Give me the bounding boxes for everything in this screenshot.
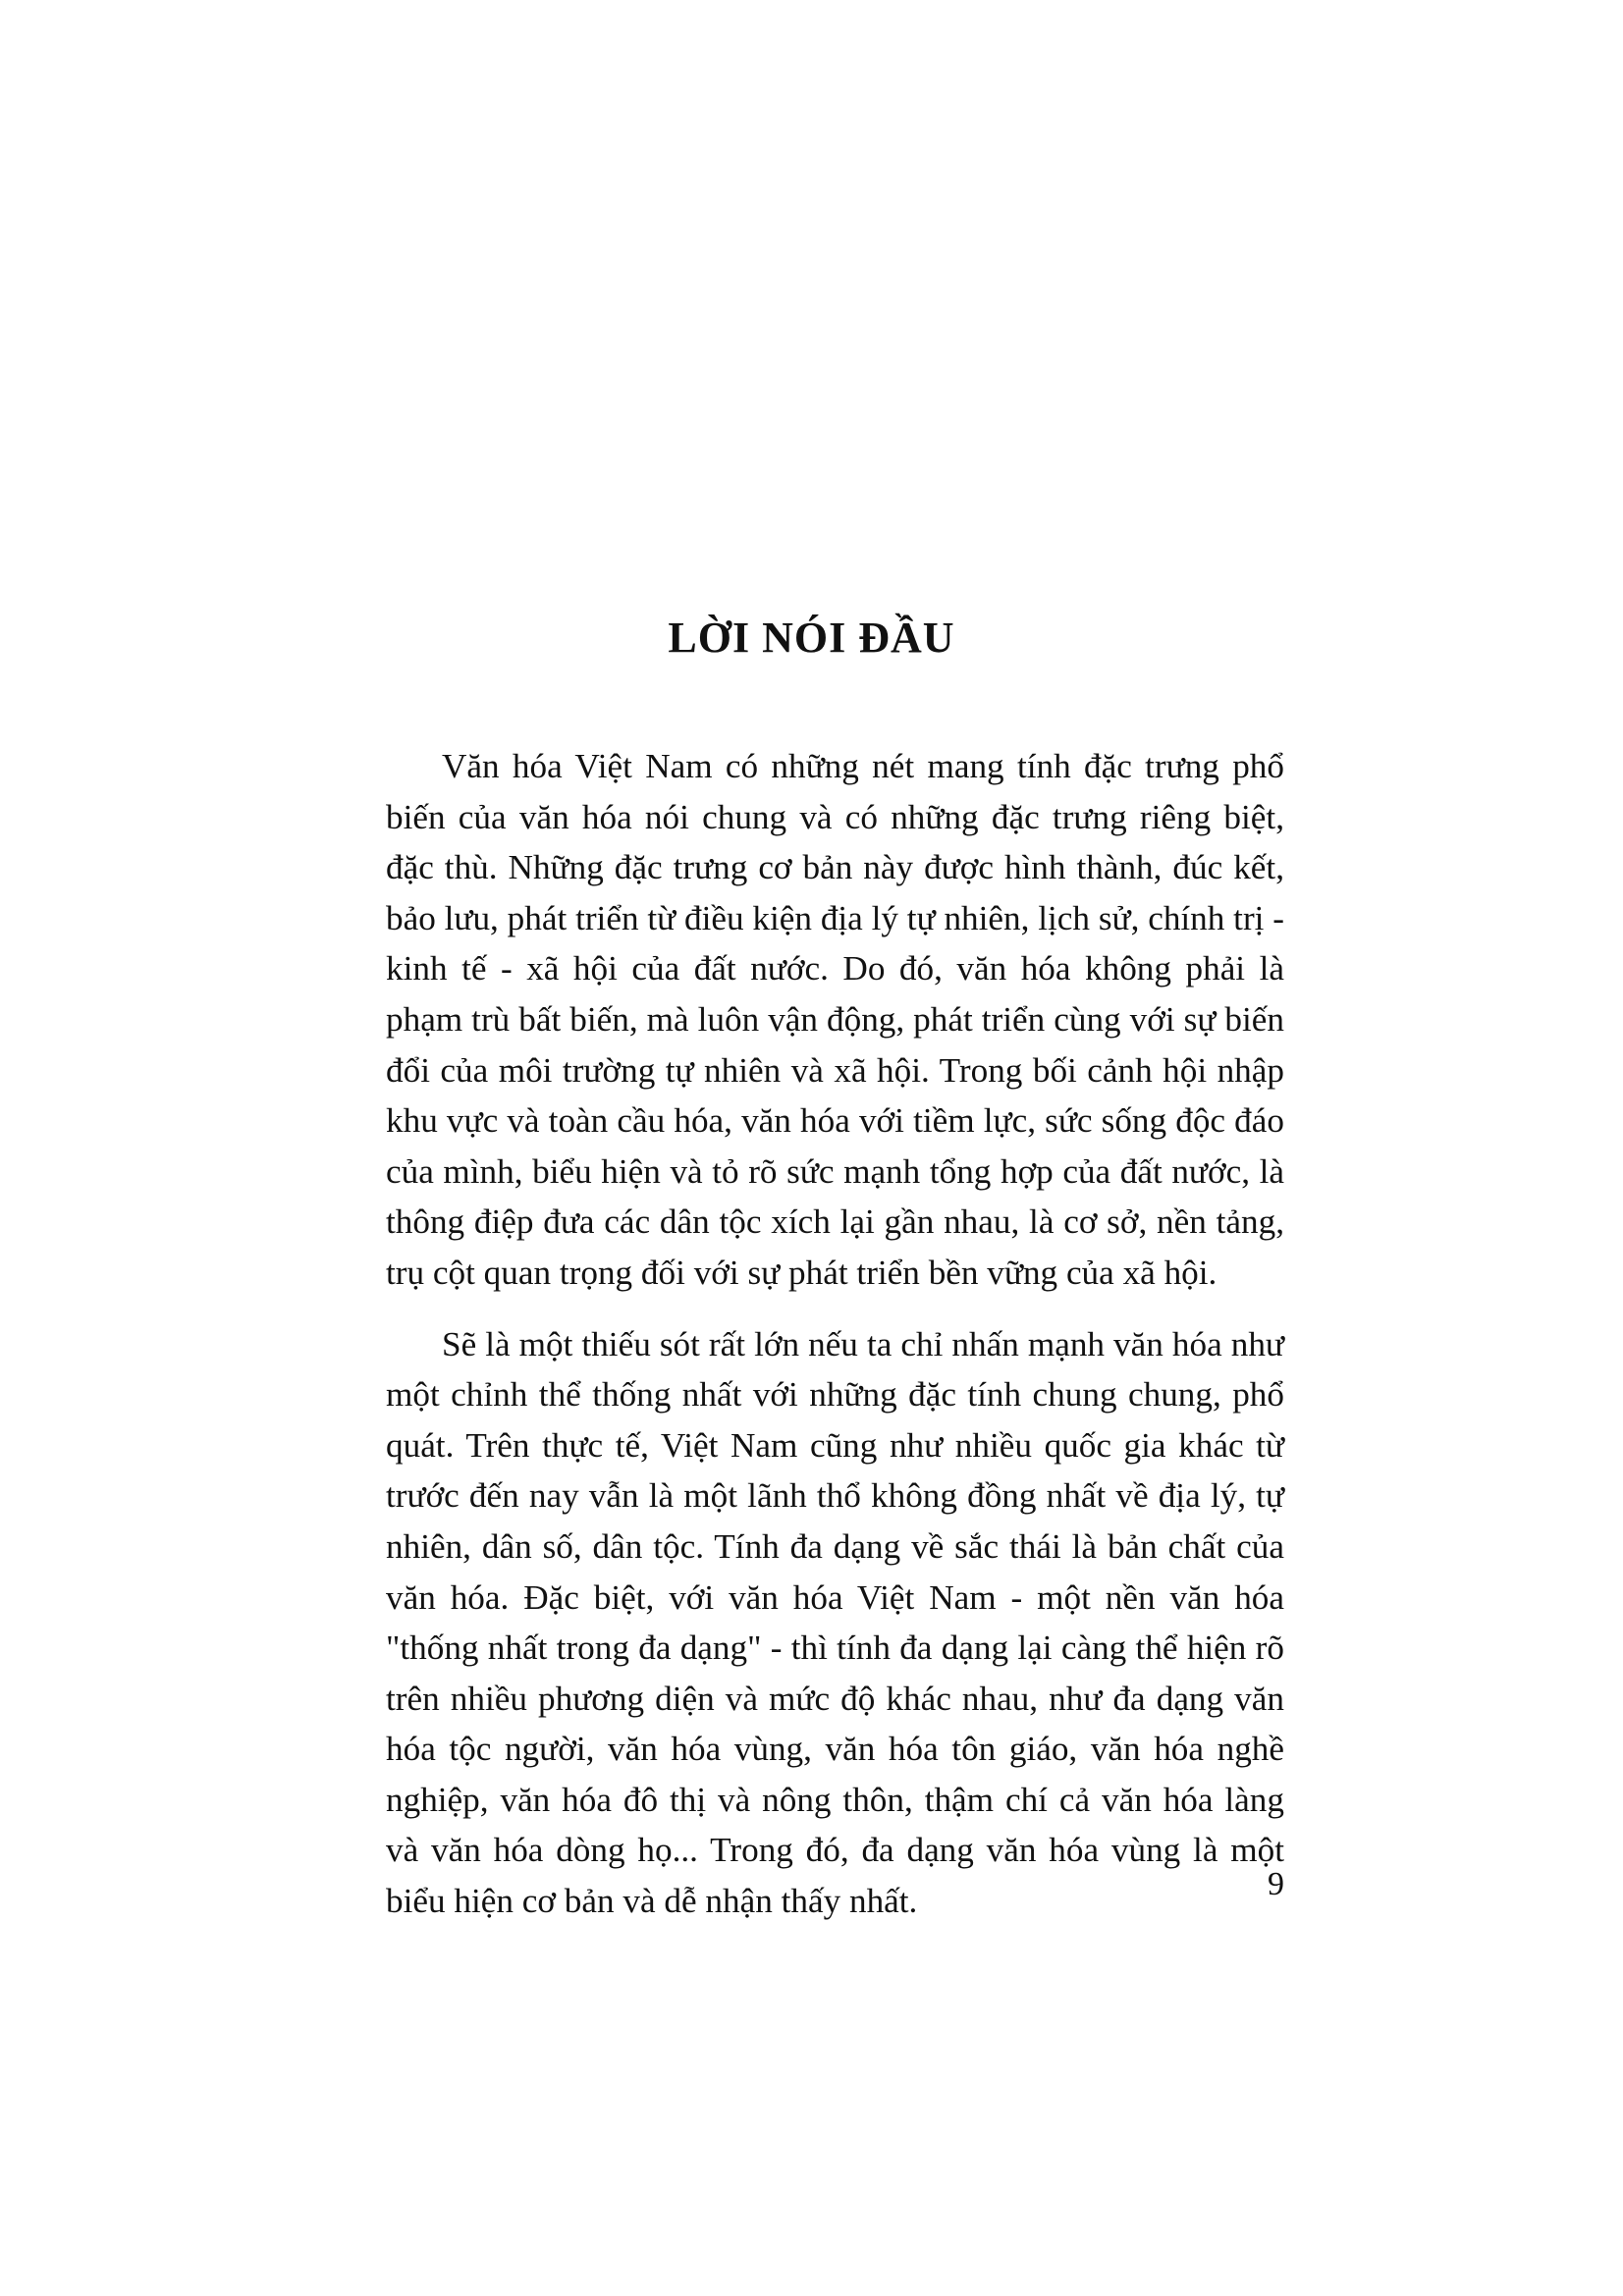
body-text: [386, 741, 1284, 1948]
paragraph-1: Văn hóa Việt Nam có những nét mang tính đặc trưng phổ biến của văn hóa nói chung và có những đặc trưng riêng biệt, đặc thù. Những đặc trưng cơ bản này được hình thành, đúc kết, bảo lưu, phát triển từ điều kiện địa lý tự nhiên, lịch sử, chính trị - kinh tế - xã hội của đất nước. Do đó, văn hóa không phải là phạm trù bất biến, mà luôn vận động, phát triển cùng với sự biến đổi của môi trường tự nhiên và xã hội. Trong bối cảnh hội nhập khu vực và toàn cầu hóa, văn hóa với tiềm lực, sức sống độc đáo của mình, biểu hiện và tỏ rõ sức mạnh tổng hợp của đất nước, là thông điệp đưa các dân tộc xích lại gần nhau, là cơ sở, nền tảng, trụ cột quan trọng đối với sự phát triển bền vững của xã hội.: [386, 747, 1284, 1292]
paragraph-2: Sẽ là một thiếu sót rất lớn nếu ta chỉ nhấn mạnh văn hóa như một chỉnh thể thống nhất với những đặc tính chung chung, phổ quát. Trên thực tế, Việt Nam cũng như nhiều quốc gia khác từ trước đến nay vẫn là một lãnh thổ không đồng nhất về địa lý, tự nhiên, dân số, dân tộc. Tính đa dạng về sắc thái là bản chất của văn hóa. Đặc biệt, với văn hóa Việt Nam - một nền văn hóa "thống nhất trong đa dạng" - thì tính đa dạng lại càng thể hiện rõ trên nhiều phương diện và mức độ khác nhau, như đa dạng văn hóa tộc người, văn hóa vùng, văn hóa tôn giáo, văn hóa nghề nghiệp, văn hóa đô thị và nông thôn, thậm chí cả văn hóa làng và văn hóa dòng họ... Trong đó, đa dạng văn hóa vùng là một biểu hiện cơ bản và dễ nhận thấy nhất.: [386, 1324, 1284, 1921]
page-number: 9: [1268, 1866, 1284, 1902]
page-title: LỜI NÓI ĐẦU: [668, 614, 955, 662]
